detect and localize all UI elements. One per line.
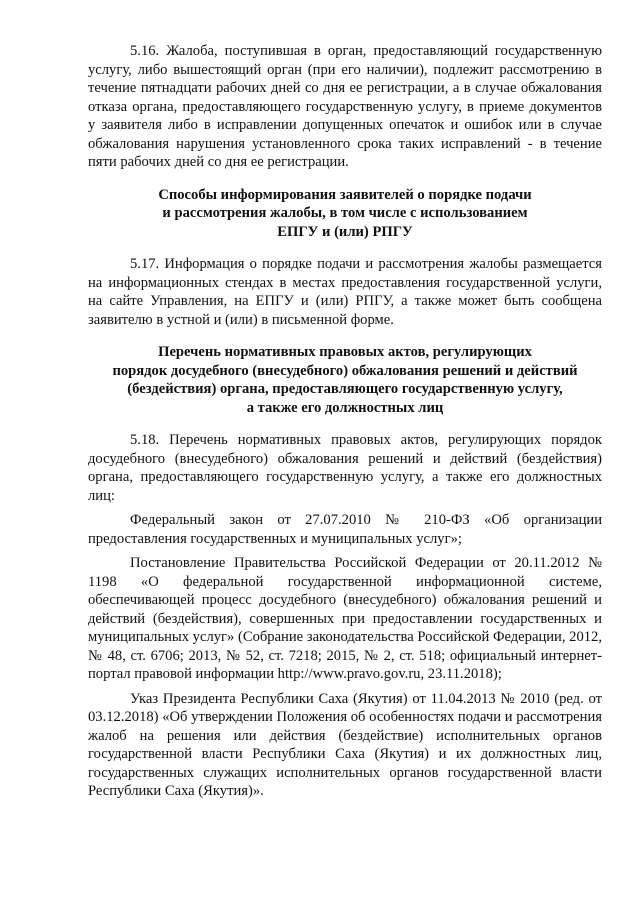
heading-line: ЕПГУ и (или) РПГУ — [277, 223, 413, 240]
heading-line: Способы информирования заявителей о порядке подачи — [158, 186, 532, 203]
heading-line: а также его должностных лиц — [246, 399, 444, 416]
paragraph-5-16: 5.16. Жалоба, поступившая в орган, предоставляющий государственную услугу, либо вышестоящий орган (при его наличии), подлежит рассмотрению в течение пятнадцати рабочих дней со дня ее регистрации, а в случае обжалования отказа органа, предоставляющего государственную услугу, в приеме документов у заявителя либо в исправлении допущенных опечаток и ошибок или в случае обжалования нарушения установленного срока таких исправлений - в течение пяти рабочих дней со дня ее регистрации. — [88, 43, 602, 170]
heading-line: Перечень нормативных правовых актов, регулирующих — [158, 344, 532, 360]
paragraph-federal-law: Федеральный закон от 27.07.2010 № 210-ФЗ «Об организации предоставления государственных и муниципальных услуг»; — [88, 512, 602, 547]
paragraph-presidential-decree: Указ Президента Республики Саха (Якутия) от 11.04.2013 № 2010 (ред. от 03.12.2018) «Об утверждении Положения об особенностях подачи и рассмотрения жалоб на решения или действия (бездействие) исполнительных органов государственной власти Республики Саха (Якутия) и их должностных лиц, государственных служащих исполнительных органов государственной власти Республики Саха (Якутия)». — [88, 690, 602, 799]
paragraph-5-17: 5.17. Информация о порядке подачи и рассмотрения жалобы размещается на информационных стендах в местах предоставления государственной услуги, на сайте Управления, на ЕПГУ и (или) РПГУ, а также может быть сообщена заявителю в устной и (или) в письменной форме. — [88, 256, 602, 328]
heading-line: порядок досудебного (внесудебного) обжалования решений и действий (бездействия) органа, предоставляющего государственную услугу, — [112, 362, 578, 397]
paragraph-5-18: 5.18. Перечень нормативных правовых актов, регулирующих порядок досудебного (внесудебного) обжалования решений и действий (бездействия) органа, предоставляющего государственную услугу, а также его должностных лиц: — [88, 432, 602, 504]
heading-line: и рассмотрения жалобы, в том числе с использованием — [162, 205, 528, 221]
section-heading-legal-acts — [88, 343, 602, 417]
section-heading-informing — [88, 186, 602, 242]
paragraph-government-decree: Постановление Правительства Российской Федерации от 20.11.2012 № 1198 «О федеральной государственной информационной системе, обеспечивающей процесс досудебного (внесудебного) обжалования решений и действий (бездействия), совершенных при предоставлении государственных и муниципальных услуг» (Собрание законодательства Российской Федерации, 2012, № 48, ст. 6706; 2013, № 52, ст. 7218; 2015, № 2, ст. 518; официальный интернет-портал правовой информации http://www.pravo.gov.ru, 23.11.2018); — [88, 555, 603, 682]
